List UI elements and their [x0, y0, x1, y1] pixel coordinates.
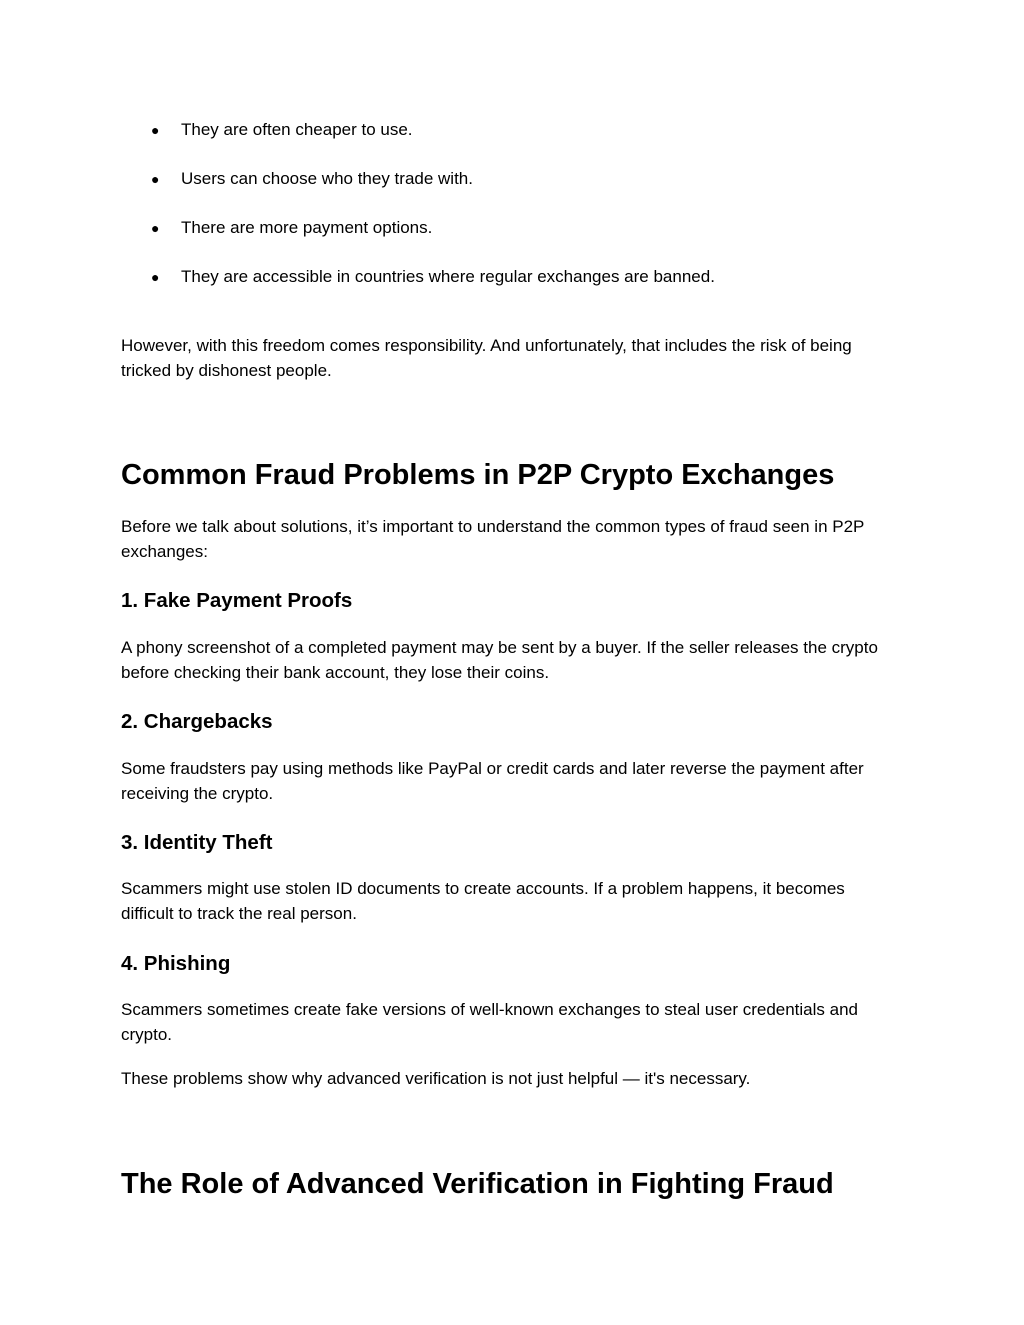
section-intro-paragraph: Before we talk about solutions, it’s important to understand the common types of fraud seen in P2P exchanges: — [121, 517, 865, 561]
bullet-icon: ● — [151, 171, 160, 187]
paragraph-phishing: Scammers sometimes create fake versions of well-known exchanges to steal user credentials and crypto. — [121, 1000, 859, 1044]
list-item-text: Users can choose who they trade with. — [181, 169, 473, 188]
section-heading-advanced-verification: The Role of Advanced Verification in Fighting Fraud — [121, 1168, 834, 1200]
list-item-text: There are more payment options. — [181, 218, 433, 237]
section-heading-fraud-problems: Common Fraud Problems in P2P Crypto Exchanges — [121, 459, 835, 491]
subheading-identity-theft: 3. Identity Theft — [121, 831, 273, 854]
list-item — [121, 118, 901, 167]
intro-paragraph: However, with this freedom comes responsibility. And unfortunately, that includes the risk of being tricked by dishonest people. — [121, 336, 852, 380]
subheading-phishing: 4. Phishing — [121, 952, 231, 975]
list-item — [121, 265, 901, 314]
paragraph-chargebacks: Some fraudsters pay using methods like PayPal or credit cards and later reverse the payment after receiving the crypto. — [121, 759, 864, 803]
benefits-list — [121, 118, 901, 314]
bullet-icon: ● — [151, 122, 160, 138]
subheading-chargebacks: 2. Chargebacks — [121, 710, 273, 733]
bullet-icon: ● — [151, 269, 160, 285]
conclusion-paragraph: These problems show why advanced verification is not just helpful — it's necessary. — [121, 1069, 751, 1088]
list-item — [121, 167, 901, 216]
list-item-text: They are accessible in countries where regular exchanges are banned. — [181, 267, 715, 286]
bullet-icon: ● — [151, 220, 160, 236]
list-item — [121, 216, 901, 265]
paragraph-identity-theft: Scammers might use stolen ID documents to create accounts. If a problem happens, it becomes difficult to track the real person. — [121, 879, 845, 923]
subheading-fake-payment-proofs: 1. Fake Payment Proofs — [121, 589, 353, 612]
paragraph-fake-payment-proofs: A phony screenshot of a completed payment may be sent by a buyer. If the seller releases the crypto before checking their bank account, they lose their coins. — [121, 638, 878, 682]
list-item-text: They are often cheaper to use. — [181, 120, 413, 139]
